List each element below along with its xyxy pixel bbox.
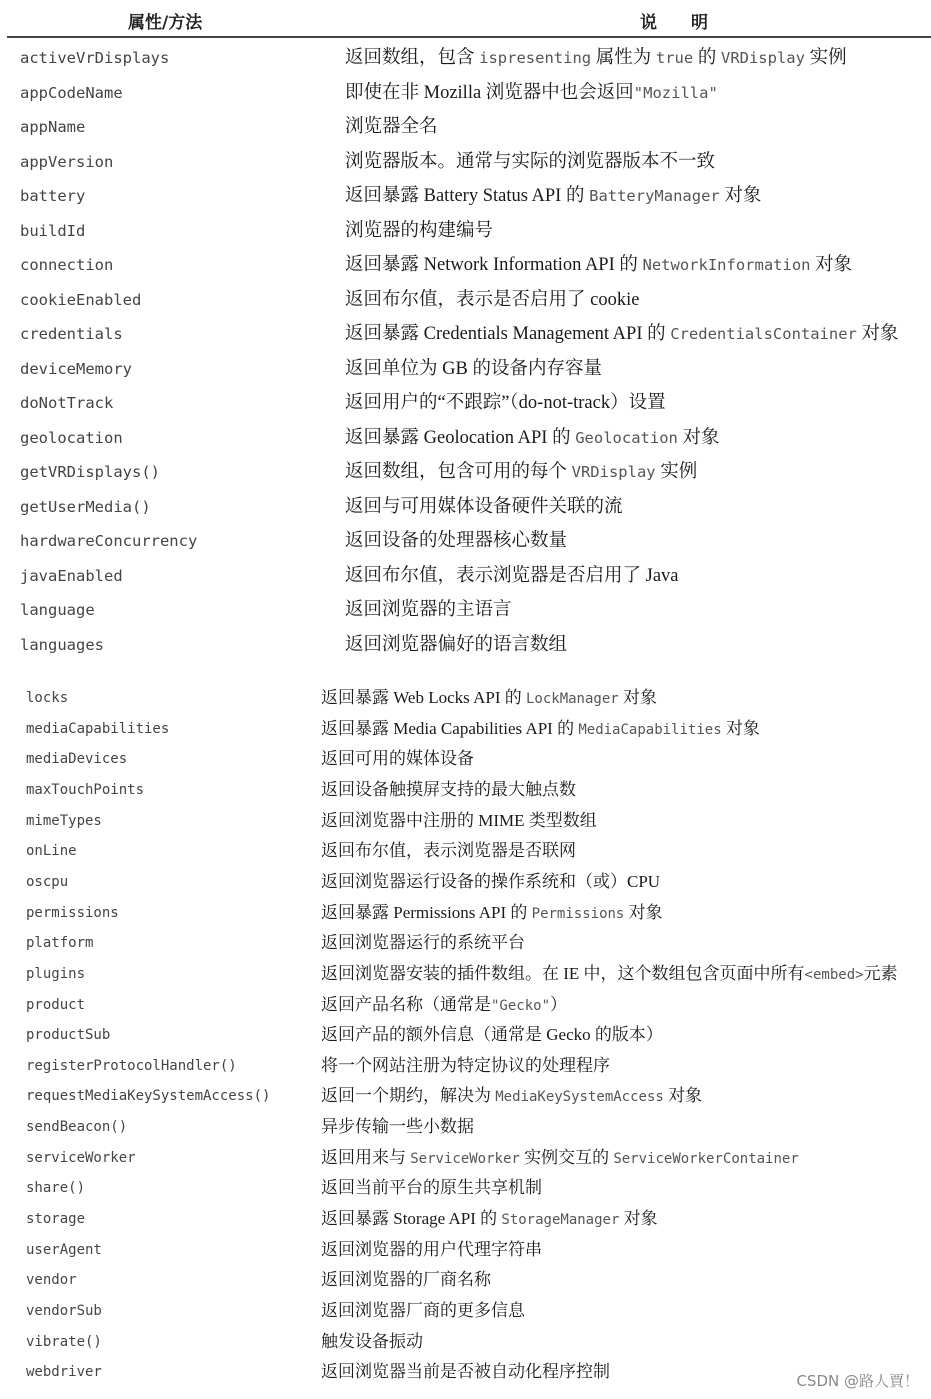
description-text: 返回暴露 Network Information API 的	[345, 255, 643, 275]
property-name: vendor	[26, 1272, 77, 1289]
code-text: ServiceWorker	[410, 1150, 520, 1167]
code-text: Geolocation	[575, 428, 678, 447]
property-name: javaEnabled	[20, 566, 123, 585]
property-name: maxTouchPoints	[26, 781, 145, 798]
description-text: 即使在非 Mozilla 浏览器中也会返回	[345, 82, 634, 103]
code-text: MediaKeySystemAccess	[495, 1089, 664, 1106]
property-name: languages	[20, 635, 104, 654]
table-row	[0, 78, 931, 108]
property-name: webdriver	[26, 1364, 102, 1381]
description-text: 返回浏览器安装的插件数组。在 IE 中，这个数组包含页面中所有	[321, 963, 805, 983]
description-text: 返回设备触摸屏支持的最大触点数	[321, 779, 576, 799]
property-description	[321, 960, 898, 989]
table-row	[0, 561, 931, 591]
property-description	[345, 285, 639, 315]
property-name: sendBeacon()	[26, 1119, 128, 1136]
property-description	[321, 684, 657, 713]
description-text: 返回浏览器的用户代理字符串	[321, 1239, 542, 1259]
description-text: 对象	[856, 324, 899, 344]
table-row	[0, 181, 931, 211]
property-name: onLine	[26, 843, 77, 860]
table-row	[0, 960, 931, 988]
description-text: 返回暴露 Credentials Management API 的	[345, 324, 671, 344]
property-name: appCodeName	[20, 83, 123, 102]
property-description	[321, 1358, 610, 1386]
property-name: getUserMedia()	[20, 497, 151, 516]
property-description	[345, 457, 697, 487]
description-text: 返回浏览器运行的系统平台	[321, 933, 525, 953]
property-description	[345, 630, 567, 660]
property-description	[321, 1082, 702, 1111]
table-row	[0, 715, 931, 743]
property-description	[345, 388, 666, 418]
table-row	[0, 1236, 931, 1264]
property-name: geolocation	[20, 428, 123, 447]
description-text: 返回浏览器当前是否被自动化程序控制	[321, 1362, 610, 1382]
table-row	[0, 899, 931, 927]
property-name: product	[26, 996, 86, 1013]
property-description	[345, 595, 512, 625]
description-text: 返回暴露 Battery Status API 的	[345, 186, 590, 206]
property-description	[345, 354, 602, 384]
property-name: vibrate()	[26, 1333, 102, 1350]
code-text: NetworkInformation	[642, 256, 811, 274]
description-text: 属性为	[591, 48, 656, 68]
table-row	[0, 1052, 931, 1080]
code-text: BatteryManager	[589, 187, 720, 205]
property-description	[321, 1052, 610, 1080]
description-text: 返回布尔值，表示浏览器是否启用了 Java	[345, 565, 679, 586]
code-text: MediaCapabilities	[578, 721, 722, 738]
description-text: 元素	[863, 963, 898, 983]
property-description	[345, 181, 761, 211]
table-row	[0, 595, 931, 625]
property-name: platform	[26, 935, 94, 952]
property-description	[321, 991, 567, 1020]
property-name: locks	[26, 690, 69, 706]
table-row	[0, 807, 931, 835]
description-text: 返回暴露 Storage API 的	[321, 1209, 502, 1229]
table-row	[0, 929, 931, 957]
property-description	[321, 837, 576, 865]
code-text: CredentialsContainer	[670, 325, 857, 343]
description-text: 返回浏览器的主语言	[345, 600, 512, 620]
table-row	[0, 526, 931, 556]
property-description	[321, 1236, 542, 1264]
description-text: 浏览器全名	[345, 117, 438, 137]
property-name: activeVrDisplays	[20, 49, 170, 67]
table-row	[0, 354, 931, 384]
table-row	[0, 1266, 931, 1294]
property-name: mimeTypes	[26, 812, 102, 829]
description-text: 将一个网站注册为特定协议的处理程序	[321, 1055, 610, 1075]
description-text: ）	[550, 994, 568, 1014]
description-text: 返回浏览器的厂商名称	[321, 1270, 491, 1290]
description-text: 对象	[677, 427, 720, 448]
property-description	[345, 78, 718, 108]
property-name: registerProtocolHandler()	[26, 1057, 237, 1074]
description-text: 实例交互的	[519, 1147, 614, 1167]
property-description	[345, 561, 679, 591]
property-description	[345, 423, 720, 453]
property-description	[321, 899, 663, 928]
code-text: true	[655, 49, 694, 67]
description-text: 浏览器的构建编号	[345, 220, 494, 241]
table-row	[0, 216, 931, 246]
property-description	[345, 492, 623, 522]
description-text: 返回与可用媒体设备硬件关联的流	[345, 496, 623, 517]
property-name: requestMediaKeySystemAccess()	[26, 1088, 271, 1105]
property-description	[321, 1205, 658, 1234]
property-name: userAgent	[26, 1241, 102, 1258]
property-description	[345, 147, 715, 177]
table-row	[0, 1358, 931, 1386]
property-name: productSub	[26, 1027, 111, 1044]
description-text: 对象	[810, 255, 853, 275]
description-text: 返回用户的“不跟踪”（do-not-track）设置	[345, 393, 666, 413]
code-text: LockManager	[525, 691, 619, 707]
description-text: 返回浏览器运行设备的操作系统和（或）CPU	[321, 871, 661, 891]
table-row	[0, 319, 931, 349]
property-description	[321, 868, 660, 896]
property-description	[345, 112, 438, 142]
code-text: VRDisplay	[720, 49, 805, 67]
property-name: permissions	[26, 904, 119, 921]
table-row	[0, 745, 931, 773]
description-text: 对象	[721, 718, 760, 738]
property-name: storage	[26, 1211, 86, 1228]
property-name: deviceMemory	[20, 359, 132, 378]
property-name: buildId	[20, 221, 86, 240]
property-name: doNotTrack	[20, 394, 114, 412]
property-description	[345, 250, 852, 280]
description-text: 的	[693, 48, 721, 68]
property-name: share()	[26, 1180, 86, 1197]
description-text: 返回一个期约，解决为	[321, 1086, 496, 1106]
description-text: 返回暴露 Permissions API 的	[321, 902, 532, 922]
description-text: 返回暴露 Media Capabilities API 的	[321, 718, 579, 738]
description-text: 浏览器版本。通常与实际的浏览器版本不一致	[345, 151, 716, 172]
description-text: 返回产品名称（通常是	[321, 994, 491, 1014]
description-text: 返回设备的处理器核心数量	[345, 531, 568, 551]
description-text: 对象	[618, 688, 657, 707]
description-text: 返回暴露 Web Locks API 的	[321, 688, 526, 707]
description-text: 返回数组，包含	[345, 48, 480, 68]
description-text: 对象	[624, 902, 663, 922]
table-row	[0, 388, 931, 418]
table-row	[0, 43, 931, 73]
property-description	[321, 1113, 474, 1141]
property-name: credentials	[20, 325, 123, 343]
property-name: plugins	[26, 965, 86, 982]
code-text: VRDisplay	[571, 463, 656, 481]
description-text: 对象	[719, 186, 762, 206]
property-description	[321, 1174, 542, 1202]
description-text: 返回单位为 GB 的设备内存容量	[345, 358, 602, 379]
table-row	[0, 285, 931, 315]
table-row	[0, 837, 931, 865]
property-description	[345, 526, 567, 556]
code-text: ServiceWorkerContainer	[613, 1150, 799, 1167]
code-text: ispresenting	[479, 49, 592, 67]
property-name: battery	[20, 187, 86, 205]
code-text: "Gecko"	[491, 997, 551, 1014]
description-text: 异步传输一些小数据	[321, 1117, 474, 1137]
description-text: 触发设备振动	[321, 1331, 423, 1351]
description-text: 返回布尔值，表示是否启用了 cookie	[345, 289, 640, 310]
description-text: 返回用来与	[321, 1147, 411, 1167]
property-description	[345, 43, 847, 73]
property-description	[321, 1144, 799, 1173]
table-row	[0, 684, 931, 712]
table-row	[0, 776, 931, 804]
table-row	[0, 991, 931, 1019]
description-text: 返回浏览器厂商的更多信息	[321, 1301, 525, 1320]
property-name: cookieEnabled	[20, 290, 142, 309]
description-text: 返回产品的额外信息（通常是 Gecko 的版本）	[321, 1025, 663, 1045]
table-row	[0, 147, 931, 177]
code-text: Permissions	[531, 905, 625, 922]
table-row	[0, 457, 931, 487]
table-row	[0, 1144, 931, 1172]
property-description	[321, 715, 760, 744]
table-row	[0, 630, 931, 660]
table-row	[0, 1113, 931, 1141]
property-name: vendorSub	[26, 1303, 102, 1319]
description-text: 返回数组，包含可用的每个	[345, 462, 572, 482]
table-row	[0, 1021, 931, 1049]
description-text: 实例	[655, 462, 698, 482]
property-description	[345, 216, 493, 246]
table-row	[0, 1297, 931, 1325]
property-name: serviceWorker	[26, 1149, 136, 1166]
property-name: connection	[20, 256, 114, 274]
property-description	[321, 1297, 525, 1325]
table-row	[0, 423, 931, 453]
property-description	[321, 929, 525, 957]
description-text: 实例	[804, 48, 847, 68]
description-text: 返回暴露 Geolocation API 的	[345, 427, 576, 448]
property-description	[321, 1021, 663, 1049]
property-name: language	[20, 601, 95, 619]
code-text: <embed>	[804, 966, 864, 983]
property-description	[345, 319, 899, 349]
property-description	[321, 807, 597, 835]
property-name: appName	[20, 118, 86, 136]
description-text: 对象	[663, 1086, 703, 1106]
code-text: StorageManager	[501, 1212, 620, 1229]
table-row	[0, 112, 931, 142]
column-header-property: 属性/方法	[128, 13, 203, 33]
description-text: 返回浏览器偏好的语言数组	[345, 634, 568, 655]
property-description	[321, 776, 576, 804]
table-row	[0, 1328, 931, 1356]
property-name: appVersion	[20, 152, 114, 171]
description-text: 返回当前平台的原生共享机制	[321, 1178, 542, 1198]
code-text: "Mozilla"	[633, 83, 718, 102]
property-name: hardwareConcurrency	[20, 532, 198, 550]
property-description	[321, 745, 474, 773]
property-name: mediaCapabilities	[26, 720, 170, 737]
header-rule	[7, 36, 931, 38]
property-description	[321, 1328, 423, 1356]
property-name: mediaDevices	[26, 751, 128, 768]
description-text: 返回布尔值，表示浏览器是否联网	[321, 841, 576, 861]
table-row	[0, 1174, 931, 1202]
table-row	[0, 1205, 931, 1233]
property-name: getVRDisplays()	[20, 463, 160, 481]
table-row	[0, 250, 931, 280]
description-text: 对象	[619, 1209, 658, 1229]
table-row	[0, 492, 931, 522]
watermark: CSDN @路人賈！	[796, 1372, 919, 1390]
property-name: oscpu	[26, 873, 69, 890]
column-header-description: 说 明	[640, 13, 708, 33]
table-row	[0, 868, 931, 896]
property-description	[321, 1266, 491, 1294]
table-row	[0, 1082, 931, 1110]
description-text: 返回浏览器中注册的 MIME 类型数组	[321, 810, 597, 830]
description-text: 返回可用的媒体设备	[321, 749, 474, 769]
